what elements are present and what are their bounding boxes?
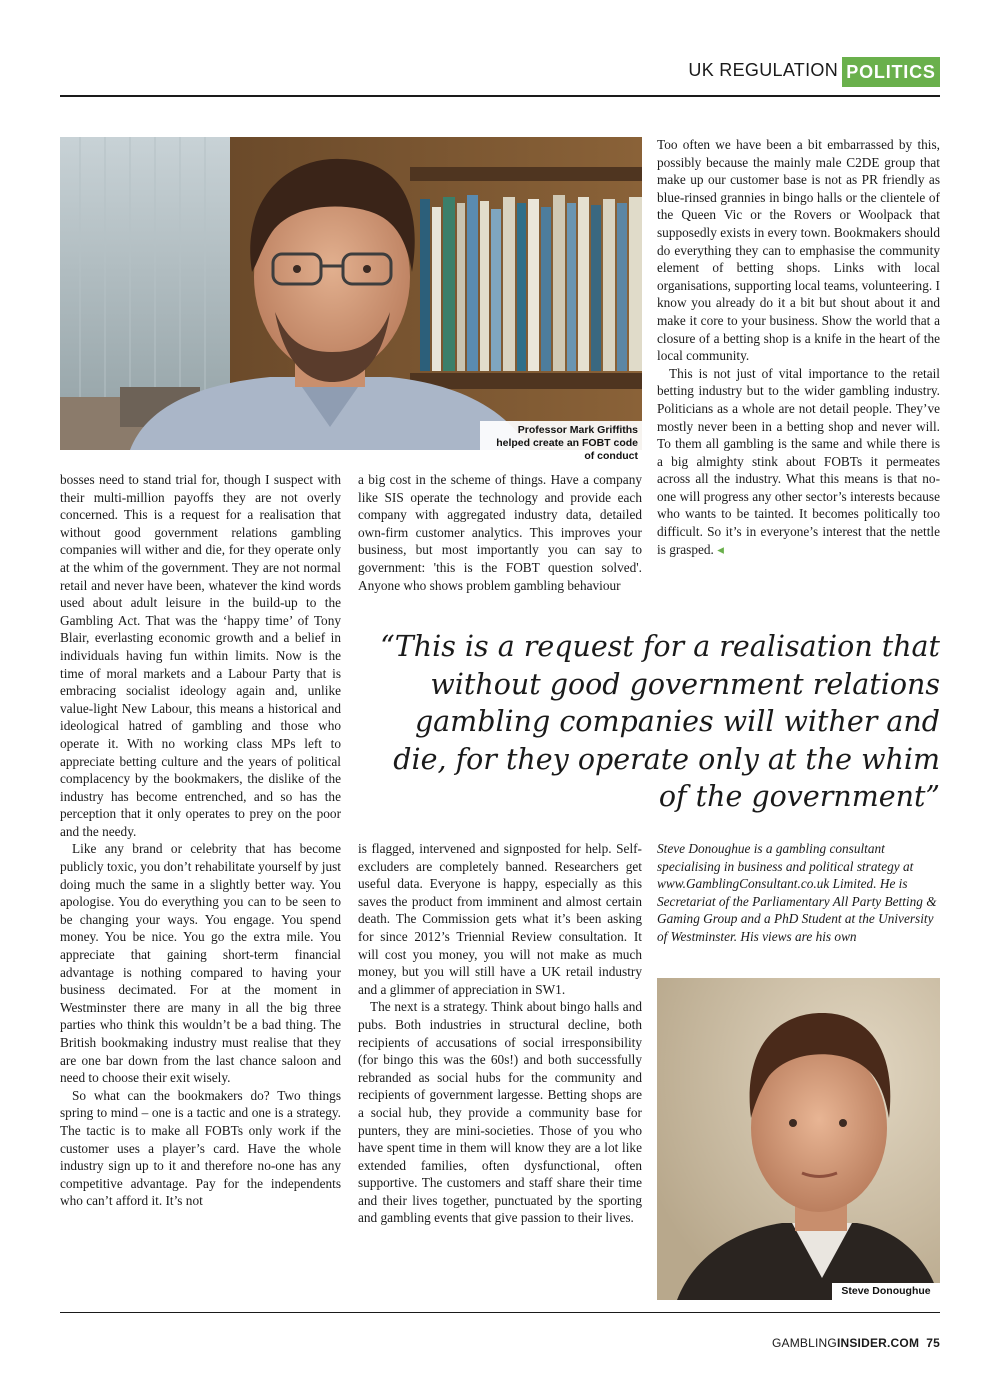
end-mark-icon: ◂ xyxy=(717,541,724,557)
article-column-2-top xyxy=(358,471,642,594)
author-bio: Steve Donoughue is a gambling consultant specialising in business and political strategy at www.GamblingConsultant.co.uk Limited. He is Secretariat of the Parliamentary All Party Betting & Gaming Group and a PhD Student at the University of Westminster. His views are his own xyxy=(657,841,937,944)
section-tag: POLITICS xyxy=(842,57,940,87)
paragraph: The next is a strategy. Think about bingo halls and pubs. Both industries in structural decline, both recipients of accusations of social irresponsibility (for bingo this was the 60s!) and both successfully rebranded as social hubs for the community and recipients of government largesse. Betting shops are a social hub, they provide a community base for punters, they are mini-societies. Those of you who have spent time in them will know they are a lot like extended families, often dysfunctional, often supportive. The customers and staff share their time and their lives together, punctuated by the sporting and gambling events that give passion to their lives. xyxy=(358,999,642,1226)
pull-quote: “This is a request for a realisation that without good government relations gambling companies will wither and die, for they operate only at the whim of the government” xyxy=(380,630,940,813)
section-title: UK REGULATION xyxy=(688,60,838,80)
article-column-2-bottom xyxy=(358,840,642,1227)
page-number: 75 xyxy=(926,1336,940,1350)
photo-steve-donoughue xyxy=(657,978,940,1300)
paragraph: a big cost in the scheme of things. Have a company like SIS operate the technology and provide each company with aggregated industry data, detailed own-firm customer analytics. This improves your business, but most importantly you can say to government: 'this is the FOBT question solved'. Anyone who shows problem gambling behaviour xyxy=(358,472,642,593)
publication-name-bold: INSIDER.COM xyxy=(836,1336,920,1350)
paragraph-text: This is not just of vital importance to the retail betting industry but to the wider gambling industry. Politicians as a whole are not detail people. They’ve mostly never been in a betting shop and never will. To them all gambling is the same and while there is a big almighty stink about FOBTs it permeates across all the industry. What this means is that no-one will progress any other sector’s interests because who wants to be tainted. It becomes politically too difficult. So it’s in everyone’s interest that the nettle is grasped. xyxy=(657,365,940,557)
header-rule xyxy=(60,95,940,97)
paragraph: Too often we have been a bit embarrassed by this, possibly because the mainly male C2DE group that make up our customer base is not as PR friendly as blue-rinsed grannies in bingo halls or the clientele of the Queen Vic or the Rovers or Woolpack that supposedly exists in every town. Bookmakers should do everything they can to emphasise the community element of betting shops. Links with local organisations, supporting local teams, volunteering. I know you already do it a bit but shout about it and make it core to your business. Show the world that a closure of a betting shop is a knife in the heart of the local community. xyxy=(657,137,940,364)
paragraph: bosses need to stand trial for, though I suspect with their multi-million payoffs they are not overly concerned. This is a request for a realisation that without good government relations gambling companies will wither and die, for they operate only at the whim of the government. They are not normal retail and never have been, whatever the kind words used about adult leisure in the build-up to the Gambling Act. That was the ‘happy time’ of Tony Blair, everlasting economic growth and a belief in individuals having fun within limits. Now is the time of moral markets and a Labour Party that is embracing socialist ideology again and, unlike value-light New Labour, this means a historical and ideological hatred of gambling and those who operate it. With no working class MPs left to appreciate betting culture and the years of political complacency by the bookmakers, the dislike of the industry has become entrenched, and so has the perception that it only operates to prey on the poor and the needy. xyxy=(60,472,341,839)
portrait-illustration xyxy=(60,137,642,450)
paragraph: is flagged, intervened and signposted for help. Self-excluders are completely banned. Researchers get useful data. Everyone is happy, especially as this saves the product from imminent and almost certain death. The Commission gets what it’s been asking for since 2012’s Triennial Review consultation. It will cost you money, you will not make as much money, but you will still have a UK retail industry and a glimmer of appreciation in SW1. xyxy=(358,841,642,997)
article-column-1 xyxy=(60,471,341,1210)
photo-caption: Professor Mark Griffiths helped create an FOBT code of conduct xyxy=(480,421,642,466)
paragraph: So what can the bookmakers do? Two things spring to mind – one is a tactic and one is a strategy. The tactic is to make all FOBTs only work if the customer uses a player’s card. Have the whole industry sign up to it and therefore no-one has any competitive advantage. Pay for the independents who can’t afford it. It’s not xyxy=(60,1087,341,1209)
footer-rule xyxy=(60,1312,940,1313)
photo-caption: Steve Donoughue xyxy=(832,1283,940,1300)
article-column-3-top xyxy=(657,136,940,558)
paragraph: Like any brand or celebrity that has become publicly toxic, you don’t rehabilitate yourself by just doing much the same in a slightly better way. You apologise. You do everything you can to be seen to be changing your ways. You engage. You spend money. You be nice. You go the extra mile. You appreciate that gaining short-term financial advantage is nothing compared to having your business decimated. For at the moment in Westminster there are many in all the big three parties who think this wouldn’t be a bad thing. The British bookmaking industry must realise that they are one bar down from the last chance saloon and need to choose their exit wisely. xyxy=(60,841,341,1086)
footer xyxy=(0,1336,940,1350)
publication-name-light: GAMBLING xyxy=(772,1336,837,1350)
portrait-illustration xyxy=(657,978,940,1300)
photo-mark-griffiths xyxy=(60,137,642,450)
paragraph xyxy=(657,365,940,559)
